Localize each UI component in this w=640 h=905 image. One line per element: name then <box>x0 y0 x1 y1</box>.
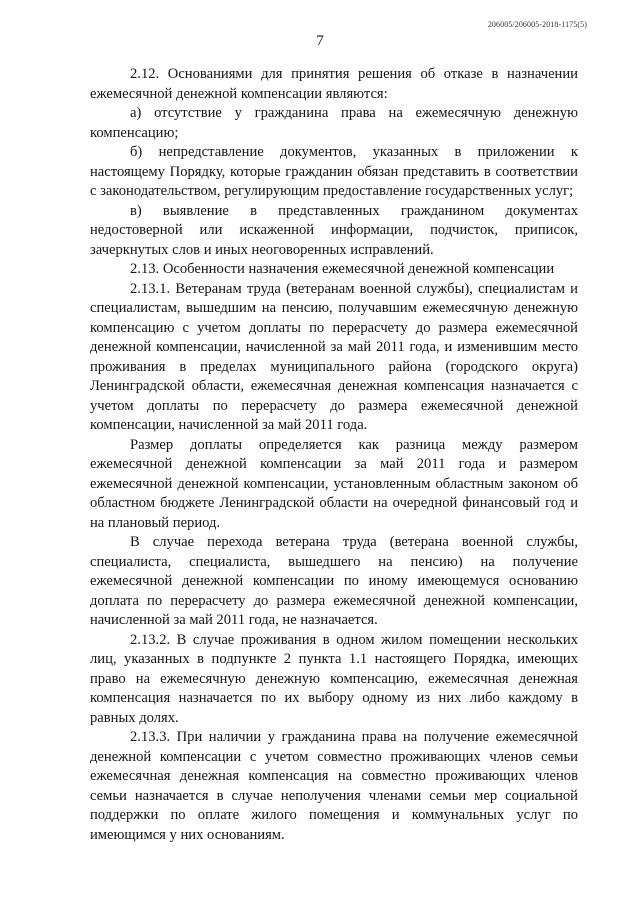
page-number: 7 <box>316 33 324 49</box>
paragraph-2-12-b: б) непредставление документов, указанных в приложении к настоящему Порядку, которые гражданин обязан представить в соответствии с законодательством, регулирующим предоставление государственных услуг; <box>90 144 578 199</box>
paragraph-2-13-3: 2.13.3. При наличии у гражданина права на получение ежемесячной денежной компенсации с учетом совместно проживающих членов семьи ежемесячная денежная компенсация на совместно проживающих членов семьи назначается в случае неполучения членами семьи мер социальной поддержки по оплате жилого помещения и коммунальных услуг по имеющимся у них основаниям. <box>90 729 578 843</box>
document-body <box>90 65 578 845</box>
paragraph-2-13-1: 2.13.1. Ветеранам труда (ветеранам военной службы), специалистам и специалистам, вышедшим на пенсию, получавшим ежемесячную денежную компенсацию с учетом доплаты по перерасчету до размера ежемесячной денежной компенсации, начисленной за май 2011 года, и изменившим место проживания в пределах муниципального района (городского округа) Ленинградской области, ежемесячная денежная компенсация назначается с учетом доплаты по перерасчету до размера ежемесячной денежной компенсации, начисленной за май 2011 года. <box>90 280 578 433</box>
paragraph-basis-change: В случае перехода ветерана труда (ветерана военной службы, специалиста, специалиста, вышедшего на пенсию) на получение ежемесячной денежной компенсации по иному имеющемуся основанию доплата по перерасчету до размера ежемесячной денежной компенсации, начисленной за май 2011 года, не назначается. <box>90 534 578 628</box>
paragraph-surcharge-size: Размер доплаты определяется как разница между размером ежемесячной денежной компенсации за май 2011 года и размером ежемесячной денежной компенсации, установленным областным законом об областном бюджете Ленинградской области на очередной финансовый год и на плановый период. <box>90 436 578 531</box>
paragraph-2-13-heading: 2.13. Особенности назначения ежемесячной денежной компенсации <box>130 261 555 277</box>
document-id: 206005/206005-2018-1175(5) <box>487 20 587 29</box>
paragraph-2-12-c: в) выявление в представленных гражданином документах недостоверной или искаженной информации, подчисток, приписок, зачеркнутых слов и иных неоговоренных исправлений. <box>90 202 578 258</box>
paragraph-2-13-2: 2.13.2. В случае проживания в одном жилом помещении нескольких лиц, указанных в подпункте 2 пункта 1.1 настоящего Порядка, имеющих право на ежемесячную денежную компенсацию, ежемесячная денежная компенсация назначается по их выбору одному из них либо каждому в равных долях. <box>90 631 578 726</box>
paragraph-2-12: 2.12. Основаниями для принятия решения об отказе в назначении ежемесячной денежной компенсации являются: <box>90 66 578 102</box>
paragraph-2-12-a: а) отсутствие у гражданина права на ежемесячную денежную компенсацию; <box>90 105 578 141</box>
